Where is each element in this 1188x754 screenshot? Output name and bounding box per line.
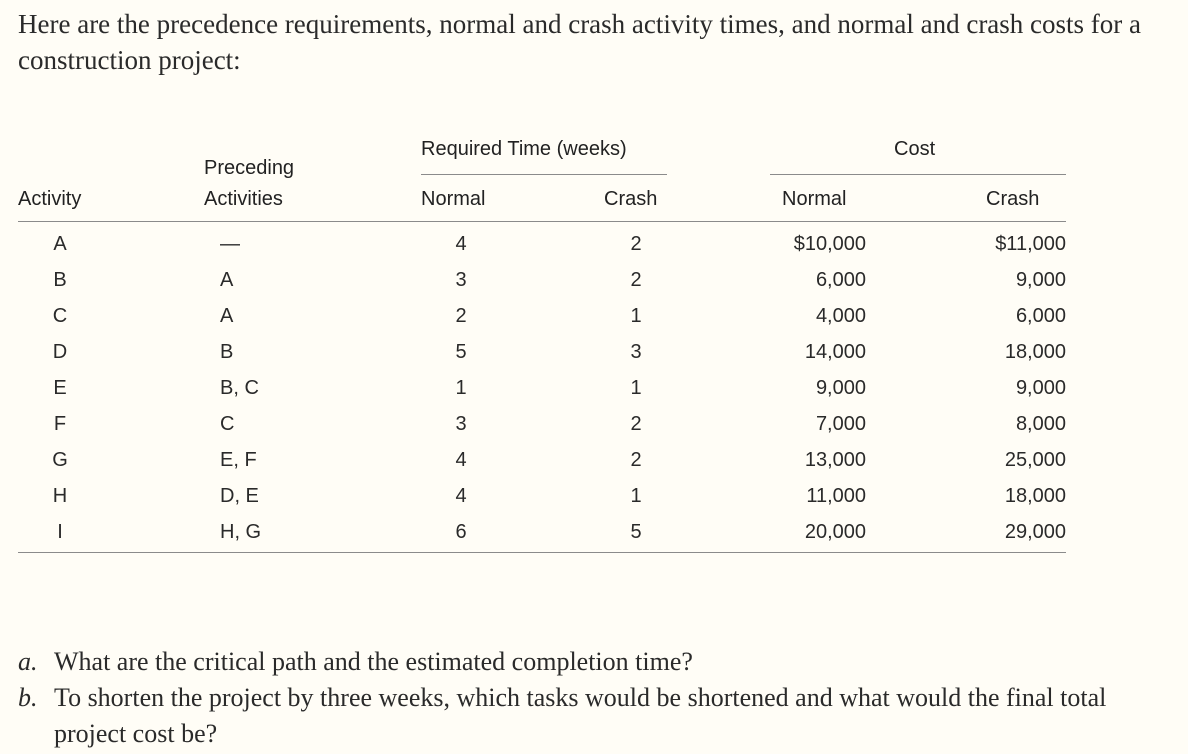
cell-preceding: — [220,233,240,255]
cell-time-crash: 2 [630,233,642,255]
required-time-rule [421,174,667,175]
cell-preceding: B, C [220,377,259,399]
cell-preceding: H, G [220,521,262,543]
question-a-text: What are the critical path and the estimated completion time? [54,647,693,676]
cell-cost-crash: 29,000 [1004,521,1066,543]
cell-preceding: D, E [220,485,259,507]
cell-activity: C [52,305,68,327]
cell-activity: E [53,377,67,399]
cell-activity: D [52,341,68,363]
header-required-time: Required Time (weeks) [421,138,627,160]
cell-time-crash: 1 [630,377,642,399]
cell-cost-crash: 9,000 [1015,269,1066,291]
cell-cost-normal: $10,000 [793,233,866,255]
header-bottom-rule [18,221,1066,222]
cell-time-normal: 1 [455,377,467,399]
cell-cost-normal: 7,000 [815,413,866,435]
header-time-crash: Crash [604,188,658,210]
cell-cost-crash: 25,000 [1004,449,1066,471]
question-b [18,680,1168,752]
question-a [18,644,1168,680]
cell-activity: B [53,269,67,291]
header-cost-normal: Normal [782,188,847,210]
cell-preceding: A [220,269,234,291]
cell-time-normal: 3 [455,413,467,435]
project-table [18,130,1066,560]
cell-cost-crash: 9,000 [1015,377,1066,399]
cell-time-crash: 1 [630,485,642,507]
cell-cost-crash: 8,000 [1015,413,1066,435]
header-cost: Cost [894,138,936,160]
cell-activity: F [53,413,67,435]
cell-cost-normal: 11,000 [806,485,866,507]
question-b-text: To shorten the project by three weeks, which tasks would be shortened and what would the final total project cost be? [54,683,1107,748]
cell-time-crash: 2 [630,449,642,471]
header-cost-crash: Crash [986,188,1040,210]
cell-time-crash: 5 [630,521,642,543]
cell-preceding: E, F [220,449,257,471]
cell-cost-normal: 20,000 [804,521,866,543]
table-bottom-rule [18,552,1066,553]
cell-cost-crash: 18,000 [1004,341,1066,363]
cell-time-normal: 4 [455,485,467,507]
header-time-normal: Normal [421,188,486,210]
cell-activity: A [53,233,67,255]
cell-preceding: B [220,341,234,363]
cell-activity: H [52,485,68,507]
cell-activity: I [57,521,63,543]
header-preceding-line1: Preceding [204,157,295,179]
cost-rule [770,174,1066,175]
header-preceding-line2: Activities [204,188,283,210]
cell-activity: G [52,449,68,471]
cell-time-normal: 2 [455,305,467,327]
cell-cost-normal: 4,000 [815,305,866,327]
cell-time-crash: 3 [630,341,642,363]
cell-time-crash: 2 [630,269,642,291]
cell-time-normal: 6 [455,521,467,543]
cell-preceding: A [220,305,234,327]
cell-time-normal: 3 [455,269,467,291]
cell-cost-normal: 9,000 [815,377,866,399]
cell-cost-crash: 18,000 [1004,485,1066,507]
question-b-letter: b. [18,683,38,712]
cell-time-normal: 4 [455,233,467,255]
cell-cost-crash: 6,000 [1015,305,1066,327]
cell-time-normal: 5 [455,341,467,363]
cell-cost-crash: $11,000 [995,233,1066,255]
intro-text: Here are the precedence requirements, normal and crash activity times, and normal and crash costs for a construction project: [18,9,1142,75]
header-activity: Activity [18,188,82,210]
cell-cost-normal: 14,000 [804,341,866,363]
cell-time-crash: 2 [630,413,642,435]
cell-preceding: C [220,413,235,435]
cell-cost-normal: 6,000 [815,269,866,291]
cell-time-normal: 4 [455,449,467,471]
questions [18,644,1168,752]
cell-time-crash: 1 [630,305,642,327]
question-a-letter: a. [18,647,38,676]
cell-cost-normal: 13,000 [804,449,866,471]
